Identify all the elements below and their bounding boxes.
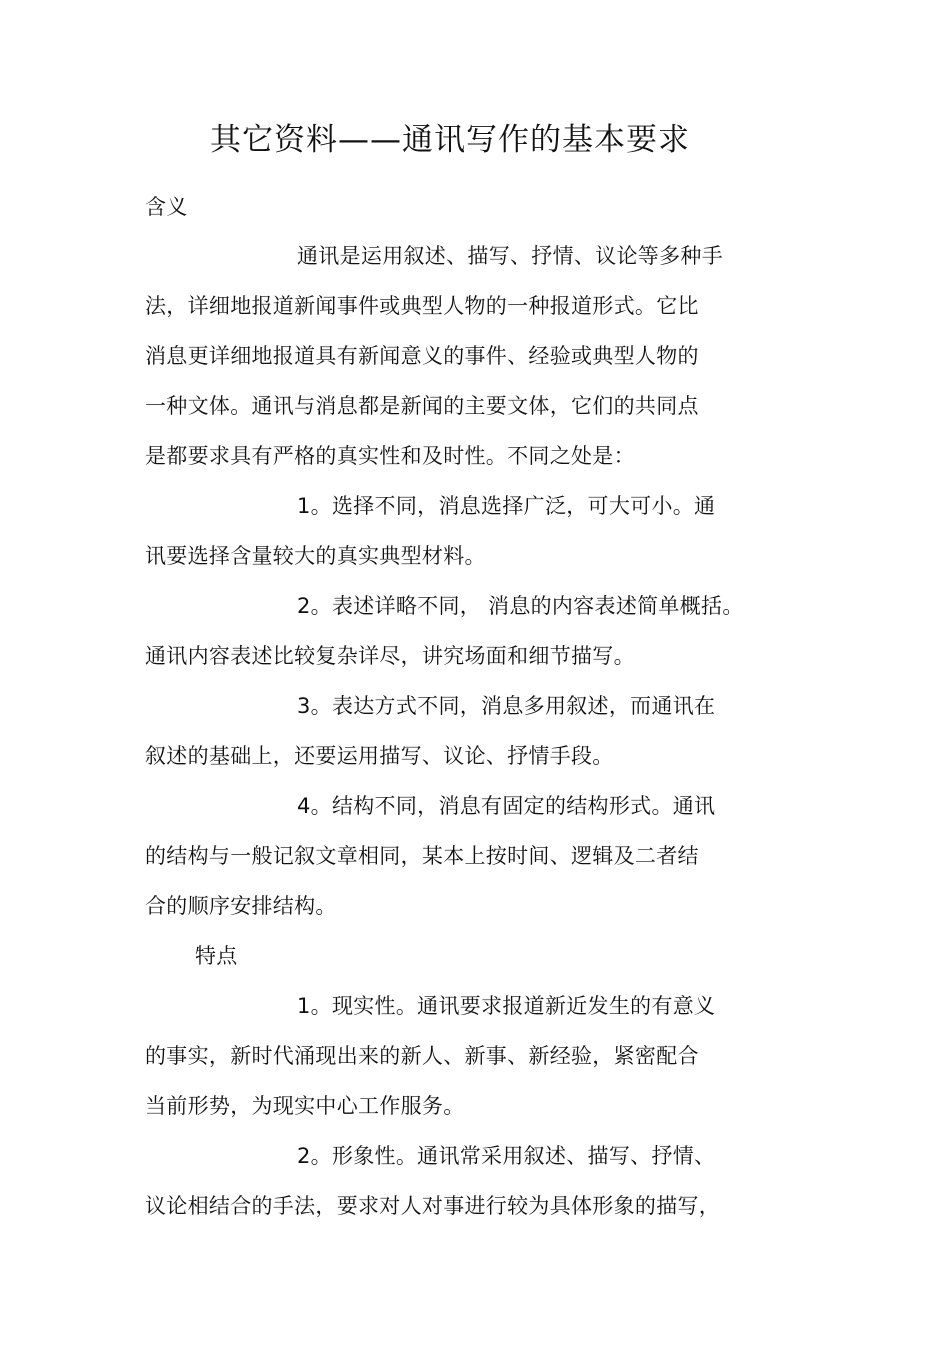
list-item-line: 4。结构不同，消息有固定的结构形式。通讯 [297,794,716,818]
paragraph-line: 是都要求具有严格的真实性和及时性。不同之处是： [145,444,635,468]
section-heading-meaning: 含义 [145,195,188,219]
section-heading-features: 特点 [195,944,238,968]
list-item-line: 合的顺序安排结构。 [145,894,337,918]
list-item-line: 1。选择不同，消息选择广泛，可大可小。通 [297,494,716,518]
paragraph-line: 消息更详细地报道具有新闻意义的事件、经验或典型人物的 [145,344,699,368]
list-item-line: 叙述的基础上，还要运用描写、议论、抒情手段。 [145,744,614,768]
list-item-line: 的事实，新时代涌现出来的新人、新事、新经验，紧密配合 [145,1044,699,1068]
list-item-line: 当前形势，为现实中心工作服务。 [145,1094,465,1118]
list-item-line: 讯要选择含量较大的真实典型材料。 [145,544,486,568]
list-item-line: 1。现实性。通讯要求报道新近发生的有意义 [297,994,716,1018]
list-item-line: 3。表达方式不同，消息多用叙述，而通讯在 [297,694,716,718]
list-item-line: 2。表述详略不同， 消息的内容表述简单概括。 [297,594,744,618]
paragraph-line: 法，详细地报道新闻事件或典型人物的一种报道形式。它比 [145,294,699,318]
list-item-line: 议论相结合的手法，要求对人对事进行较为具体形象的描写， [145,1194,721,1218]
list-item-line: 通讯内容表述比较复杂详尽，讲究场面和细节描写。 [145,644,635,668]
list-item-line: 的结构与一般记叙文章相同，某本上按时间、逻辑及二者结 [145,844,699,868]
paragraph-line: 一种文体。通讯与消息都是新闻的主要文体，它们的共同点 [145,394,699,418]
list-item-line: 2。形象性。通讯常采用叙述、描写、抒情、 [297,1144,716,1168]
document-title: 其它资料——通讯写作的基本要求 [210,122,690,158]
paragraph-line: 通讯是运用叙述、描写、抒情、议论等多种手 [297,244,723,268]
